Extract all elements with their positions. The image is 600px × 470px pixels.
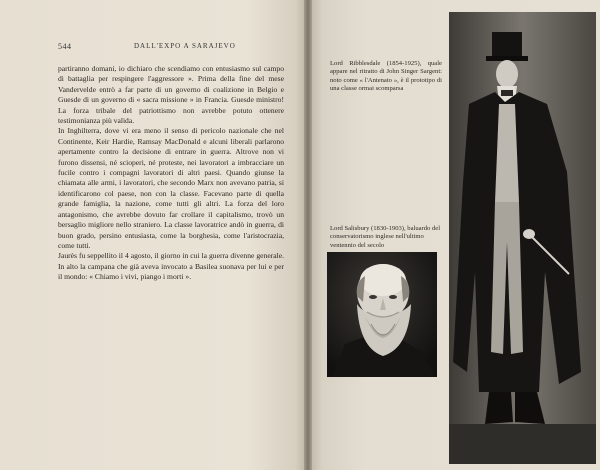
ribblesdale-portrait-photo bbox=[449, 12, 596, 464]
caption-salisbury: Lord Salisbury (1830-1903), baluardo del conservatorismo inglese nell'ultimo ventennio del secolo bbox=[330, 225, 441, 249]
body-text bbox=[58, 64, 284, 283]
paragraph: partiranno domani, io dichiaro che scendiamo con entusiasmo sul campo di battaglia per respingere l'aggressore ». Prima della fine del mese Vandervelde entrò a far parte di un governo di coalizione in Belgio e Guesde di un governo di « sacra missione » in Francia. Guesde ministro! La forza tribale del patriottismo non avrebbe potuto ottenere testimonianza più valida. bbox=[58, 64, 284, 126]
caption-ribblesdale: Lord Ribblesdale (1854-1925), quale appare nel ritratto di John Singer Sargent: noto come « l'Antenato », è il prototipo di una classe ormai scomparsa bbox=[330, 60, 442, 93]
book-gutter bbox=[304, 0, 312, 470]
running-head: DALL'EXPO A SARAJEVO bbox=[134, 42, 236, 50]
paragraph: In Inghilterra, dove vi era meno il senso di pericolo nazionale che nel Continente, Keir Hardie, Ramsay MacDonald e alcuni liberali parlarono apertamente contro la decisione di entrare in guerra. Altrove non vi furono dissensi, né scioperi, né proteste, nei lavoratori a imbracciare un fucile contro i compagni lavoratori di altri paesi. Quando giunse la chiamata alle armi, i lavoratori, che secondo Marx non avevano patria, si identificarono col paese, non con la classe. Facevano parte di quella grande famiglia, la nazione, come tutti gli altri. La forza del loro antagonismo, che avrebbe dovuto far crollare il capitalismo, trovò un bersaglio migliore nello straniero. La classe lavoratrice andò in guerra, di buon grado, persino entusiasta, come la borghesia, come l'aristocrazia, come tutti. bbox=[58, 126, 284, 250]
page-number: 544 bbox=[58, 42, 72, 51]
salisbury-portrait-photo bbox=[327, 252, 437, 377]
paragraph: Jaurès fu seppellito il 4 agosto, il giorno in cui la guerra divenne generale. In alto la campana che già aveva invocato a Basilea suonava per lui e per il mondo: « Chiamo i vivi, piango i morti ». bbox=[58, 251, 284, 282]
